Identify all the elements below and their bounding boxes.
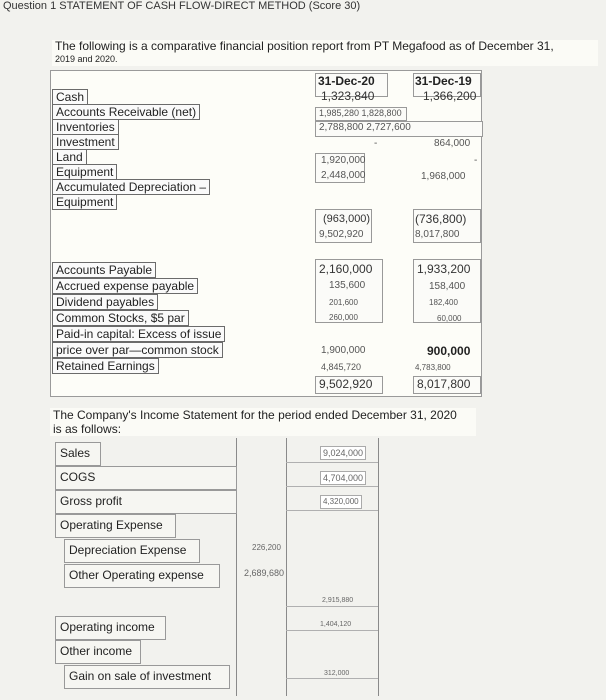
gross-profit-label: Gross profit	[55, 490, 237, 514]
gross-profit-value: 4,320,000	[320, 495, 362, 509]
ap-2020: 2,160,000	[319, 262, 373, 276]
financial-position-table	[50, 70, 482, 397]
equipment-2020: 2,448,000	[321, 170, 366, 181]
common-2020: 260,000	[329, 313, 358, 322]
equipment-label: Equipment	[52, 164, 117, 180]
total-operating-expense-value: 2,915,880	[322, 597, 354, 604]
investment-2020: -	[374, 138, 378, 149]
cogs-value: 4,704,000	[320, 471, 366, 485]
common-2019: 60,000	[437, 314, 462, 323]
retained-2019: 4,783,800	[415, 363, 451, 372]
common-label: Common Stocks, $5 par	[52, 310, 189, 326]
apic-label-2: price over par—common stock	[52, 342, 223, 358]
other-operating-expense-value: 2,689,680	[244, 568, 285, 578]
column-divider-3	[378, 438, 379, 696]
other-income-label: Other income	[55, 640, 141, 664]
land-label: Land	[52, 149, 87, 165]
sales-value: 9,024,000	[320, 446, 366, 460]
row-divider	[286, 462, 378, 463]
receivables-label: Accounts Receivable (net)	[52, 104, 200, 120]
equipment-2019: 1,968,000	[421, 171, 466, 182]
apic-2019: 900,000	[427, 344, 471, 358]
retained-label: Retained Earnings	[52, 358, 159, 374]
land-2020: 1,920,000	[321, 155, 366, 166]
acc-dep-2020: (963,000)	[323, 213, 371, 225]
ap-label: Accounts Payable	[52, 262, 156, 278]
intro-text	[52, 40, 598, 66]
sales-label: Sales	[55, 442, 101, 466]
accrued-2020: 135,600	[329, 280, 366, 291]
row-divider	[286, 486, 378, 487]
apic-label-1: Paid-in capital: Excess of issue	[52, 326, 225, 342]
row-divider	[286, 510, 378, 511]
gain-on-sale-label: Gain on sale of investment	[64, 665, 230, 689]
operating-income-label: Operating income	[55, 616, 166, 640]
col-header-2020: 31-Dec-20	[318, 74, 375, 88]
inventories-values: 2,788,800 2,727,600	[319, 122, 411, 133]
column-divider-2	[286, 438, 287, 696]
liab-total-2019: 8,017,800	[417, 377, 471, 391]
cash-2020: 1,323,840	[321, 89, 375, 103]
question-title: Question 1 STATEMENT OF CASH FLOW-DIRECT METHOD (Score 30)	[3, 0, 361, 12]
income-statement-table	[50, 438, 380, 696]
income-statement-intro	[50, 408, 476, 436]
gain-on-sale-value: 312,000	[324, 670, 350, 677]
assets-total-2019: 8,017,800	[415, 229, 460, 240]
is-intro-line-1: The Company's Income Statement for the period ended December 31, 2020	[53, 408, 457, 422]
intro-line-2: 2019 and 2020.	[55, 54, 118, 64]
acc-dep-label-2: Equipment	[52, 194, 117, 210]
acc-dep-label-1: Accumulated Depreciation –	[52, 179, 210, 195]
operating-expense-label: Operating Expense	[55, 514, 176, 538]
dividend-2019: 182,400	[429, 298, 458, 307]
investment-label: Investment	[52, 134, 119, 150]
depreciation-expense-label: Depreciation Expense	[64, 539, 200, 563]
depreciation-expense-value: 226,200	[252, 543, 281, 552]
is-intro-line-2: is as follows:	[53, 422, 122, 436]
cogs-label: COGS	[55, 466, 237, 490]
ap-2019: 1,933,200	[417, 262, 471, 276]
apic-2020: 1,900,000	[321, 345, 366, 356]
other-operating-expense-label: Other Operating expense	[64, 564, 220, 588]
receivables-values: 1,985,280 1,828,800	[319, 108, 402, 118]
investment-2019: 864,000	[434, 138, 471, 149]
accrued-2019: 158,400	[429, 281, 466, 292]
inventories-label: Inventories	[52, 119, 119, 135]
assets-total-2020: 9,502,920	[319, 229, 364, 240]
dividend-2020: 201,600	[329, 298, 358, 307]
cash-2019: 1,366,200	[423, 89, 477, 103]
cash-label: Cash	[52, 89, 88, 105]
accrued-label: Accrued expense payable	[52, 278, 198, 294]
acc-dep-2019: (736,800)	[415, 212, 467, 226]
dividend-label: Dividend payables	[52, 294, 158, 310]
retained-2020: 4,845,720	[321, 362, 362, 372]
intro-line-1: The following is a comparative financial position report from PT Megafood as of December 31,	[55, 39, 554, 53]
operating-income-value: 1,404,120	[320, 621, 352, 628]
col-header-2019: 31-Dec-19	[415, 74, 472, 88]
land-2019: -	[474, 155, 478, 166]
liab-total-2020: 9,502,920	[319, 377, 373, 391]
